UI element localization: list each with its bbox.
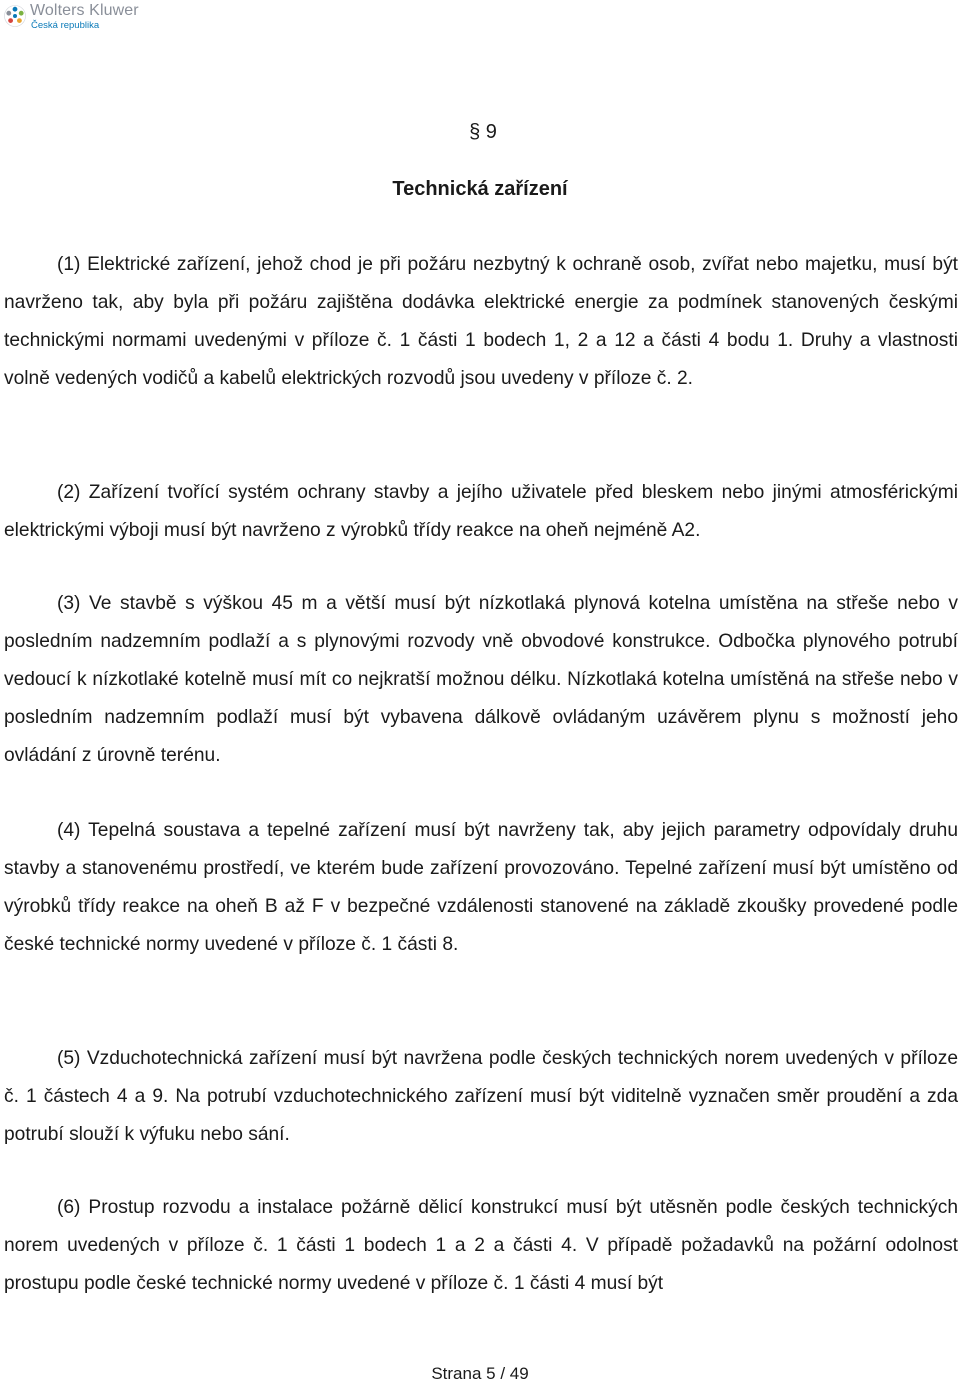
section-title: Technická zařízení [392,178,568,200]
logo-name: Wolters Kluwer [30,2,139,19]
page-number: Strana 5 / 49 [431,1364,529,1383]
paragraph-6: (6) Prostup rozvodu a instalace požárně dělicí konstrukcí musí být utěsněn podle českých technických norem uvedených v příloze č. 1 části 1 bodech 1 a 2 a části 4. V případě požadavků na požární odolnost prostupu podle české technické normy uvedené v příloze č. 1 části 4 musí být [4,1197,958,1294]
logo-subtitle: Česká republika [31,20,100,31]
publisher-logo [4,3,139,35]
section-number: § 9 [469,121,497,143]
wolters-kluwer-logo-icon [4,5,26,27]
paragraph-2: (2) Zařízení tvořící systém ochrany stavby a jejího uživatele před bleskem nebo jinými atmosférickými elektrickými výboji musí být navrženo z výrobků třídy reakce na oheň nejméně A2. [4,482,958,541]
paragraph-5: (5) Vzduchotechnická zařízení musí být navržena podle českých technických norem uvedených v příloze č. 1 částech 4 a 9. Na potrubí vzduchotechnického zařízení musí být viditelně vyznačen směr proudění a zda potrubí slouží k výfuku nebo sání. [4,1048,958,1145]
paragraph-3: (3) Ve stavbě s výškou 45 m a větší musí být nízkotlaká plynová kotelna umístěna na střeše nebo v posledním nadzemním podlaží a s plynovými rozvody vně obvodové konstrukce. Odbočka plynového potrubí vedoucí k nízkotlaké kotelně musí mít co nejkratší možnou délku. Nízkotlaká kotelna umístěná na střeše nebo v posledním nadzemním podlaží musí být vybavena dálkově ovládaným uzávěrem plynu s možností jeho ovládání z úrovně terénu. [4,593,958,766]
paragraph-1: (1) Elektrické zařízení, jehož chod je při požáru nezbytný k ochraně osob, zvířat nebo majetku, musí být navrženo tak, aby byla při požáru zajištěna dodávka elektrické energie za podmínek stanovených českými technickými normami uvedenými v příloze č. 1 části 1 bodech 1, 2 a 12 a části 4 bodu 1. Druhy a vlastnosti volně vedených vodičů a kabelů elektrických rozvodů jsou uvedeny v příloze č. 2. [4,254,958,389]
paragraph-4: (4) Tepelná soustava a tepelné zařízení musí být navrženy tak, aby jejich parametry odpovídaly druhu stavby a stanovenému prostředí, ve kterém bude zařízení provozováno. Tepelné zařízení musí být umístěno od výrobků třídy reakce na oheň B až F v bezpečné vzdálenosti stanovené na základě zkoušky provedené podle české technické normy uvedené v příloze č. 1 části 8. [4,820,958,955]
